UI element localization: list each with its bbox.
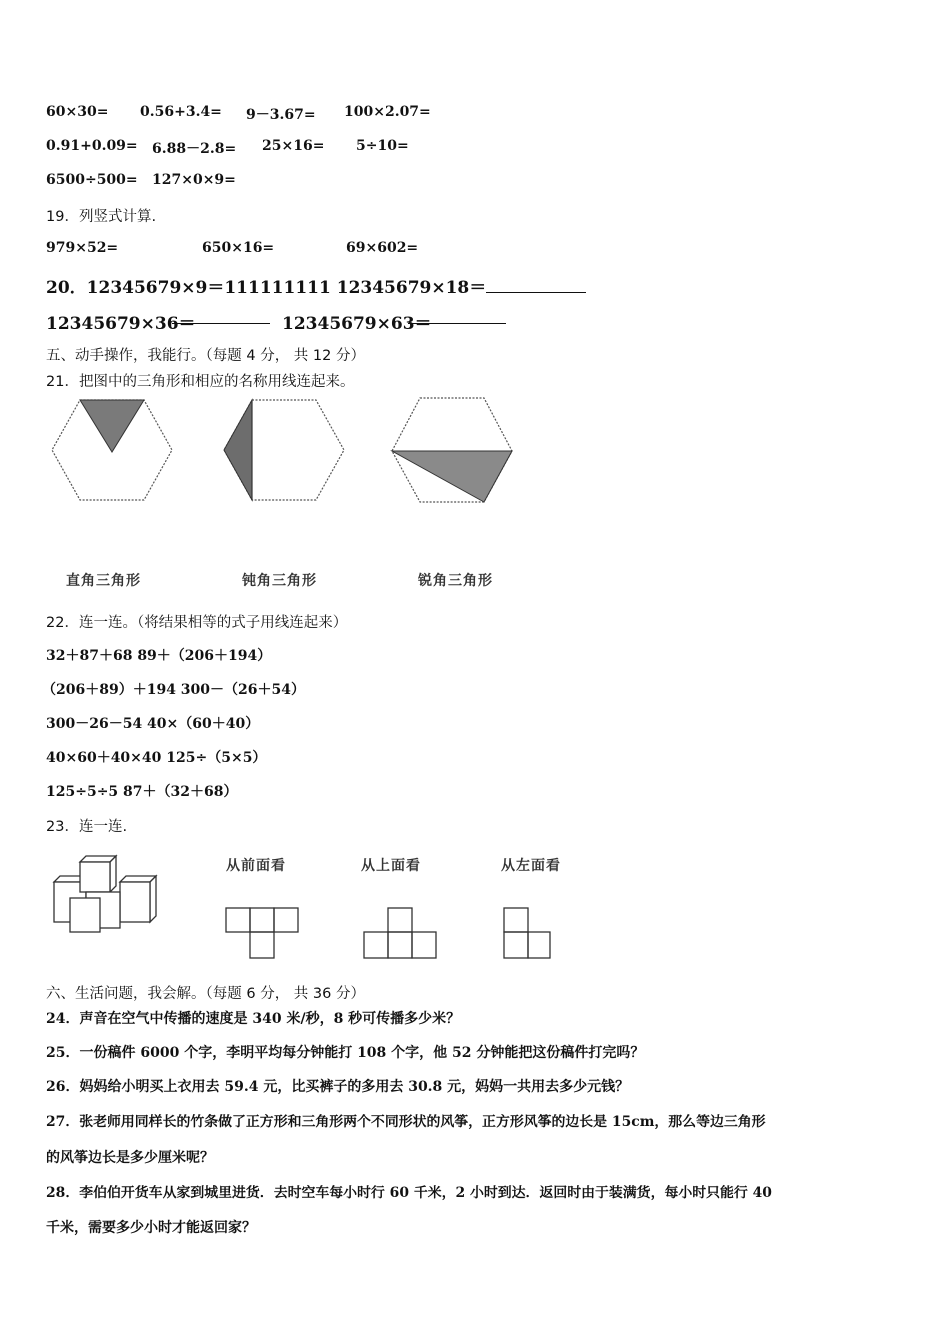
calc-item: 0.91+0.09= [46, 138, 138, 154]
q22-title: 22．连一连。（将结果相等的式子用线连起来） [46, 615, 348, 631]
view-shape-t [224, 906, 304, 960]
label-left-view[interactable]: 从左面看 [501, 858, 561, 874]
label-acute-triangle[interactable]: 锐角三角形 [418, 573, 493, 589]
calc-item: 0.56+3.4= [140, 104, 222, 120]
acute-triangle-shape [80, 400, 144, 452]
calc-item: 979×52= [46, 240, 119, 256]
calc-item: 6.88－2.8= [152, 141, 237, 157]
q19-title: 19．列竖式计算. [46, 209, 157, 225]
view-shape-l [502, 906, 558, 960]
q23-title: 23．连一连. [46, 819, 128, 835]
answer-blank[interactable] [172, 309, 270, 324]
right-triangle-shape [392, 451, 512, 502]
q26-text: 26．妈妈给小明买上衣用去 59.4 元，比买裤子的多用去 30.8 元，妈妈一共用去多少元钱？ [46, 1079, 630, 1095]
calc-item: 127×0×9= [152, 172, 236, 188]
section-5-title: 五、动手操作，我能行。（每题 4 分， 共 12 分） [46, 348, 365, 364]
view-shape-inverted-t [362, 906, 442, 960]
q20-text: 20．12345679×9＝111111111 12345679×18＝ [46, 278, 487, 298]
q20-line-1 [46, 273, 586, 298]
calc-item: 69×602= [346, 240, 419, 256]
label-right-triangle[interactable]: 直角三角形 [66, 573, 141, 589]
q27-line-2: 的风筝边长是多少厘米呢？ [46, 1150, 214, 1166]
q28-line-2: 千米，需要多少小时才能返回家？ [46, 1220, 256, 1236]
q20-expr-a: 12345679×36＝ [46, 314, 196, 334]
calc-item: 5÷10= [356, 138, 409, 154]
calc-item: 9－3.67= [246, 107, 316, 123]
calc-item: 25×16= [262, 138, 325, 154]
hexagon-figure-1 [50, 396, 176, 504]
calc-item: 650×16= [202, 240, 275, 256]
q22-row: 40×60＋40×40 125÷（5×5） [46, 750, 267, 766]
q28-line-1: 28．李伯伯开货车从家到城里进货．去时空车每小时行 60 千米，2 小时到达．返回时由于装满货，每小时只能行 40 [46, 1185, 772, 1201]
obtuse-triangle-shape [224, 400, 252, 500]
answer-blank[interactable] [486, 278, 586, 293]
q22-row: 300－26－54 40×（60＋40） [46, 716, 260, 732]
label-top-view[interactable]: 从上面看 [361, 858, 421, 874]
calc-item: 60×30= [46, 104, 109, 120]
calc-item: 6500÷500= [46, 172, 138, 188]
calc-item: 100×2.07= [344, 104, 431, 120]
q22-row: （206＋89）＋194 300－（26＋54） [42, 682, 305, 698]
q22-row: 125÷5÷5 87＋（32＋68） [46, 784, 238, 800]
q22-row: 32＋87＋68 89＋（206＋194） [46, 648, 272, 664]
hexagon-outline [392, 398, 512, 502]
cube-stack-figure [46, 852, 162, 934]
label-front-view[interactable]: 从前面看 [226, 858, 286, 874]
q21-title: 21．把图中的三角形和相应的名称用线连起来。 [46, 374, 355, 390]
q27-line-1: 27．张老师用同样长的竹条做了正方形和三角形两个不同形状的风筝，正方形风筝的边长是 15cm，那么等边三角形 [46, 1114, 766, 1130]
hexagon-figure-2 [220, 396, 346, 504]
q24-text: 24．声音在空气中传播的速度是 340 米/秒，8 秒可传播多少米？ [46, 1011, 461, 1027]
label-obtuse-triangle[interactable]: 钝角三角形 [242, 573, 317, 589]
hexagon-figure-3 [390, 396, 516, 504]
q25-text: 25．一份稿件 6000 个字，李明平均每分钟能打 108 个字，他 52 分钟能把这份稿件打完吗？ [46, 1045, 645, 1061]
section-6-title: 六、生活问题，我会解。（每题 6 分， 共 36 分） [46, 986, 365, 1002]
answer-blank[interactable] [408, 309, 506, 324]
q20-expr-b: 12345679×63＝ [282, 314, 432, 334]
